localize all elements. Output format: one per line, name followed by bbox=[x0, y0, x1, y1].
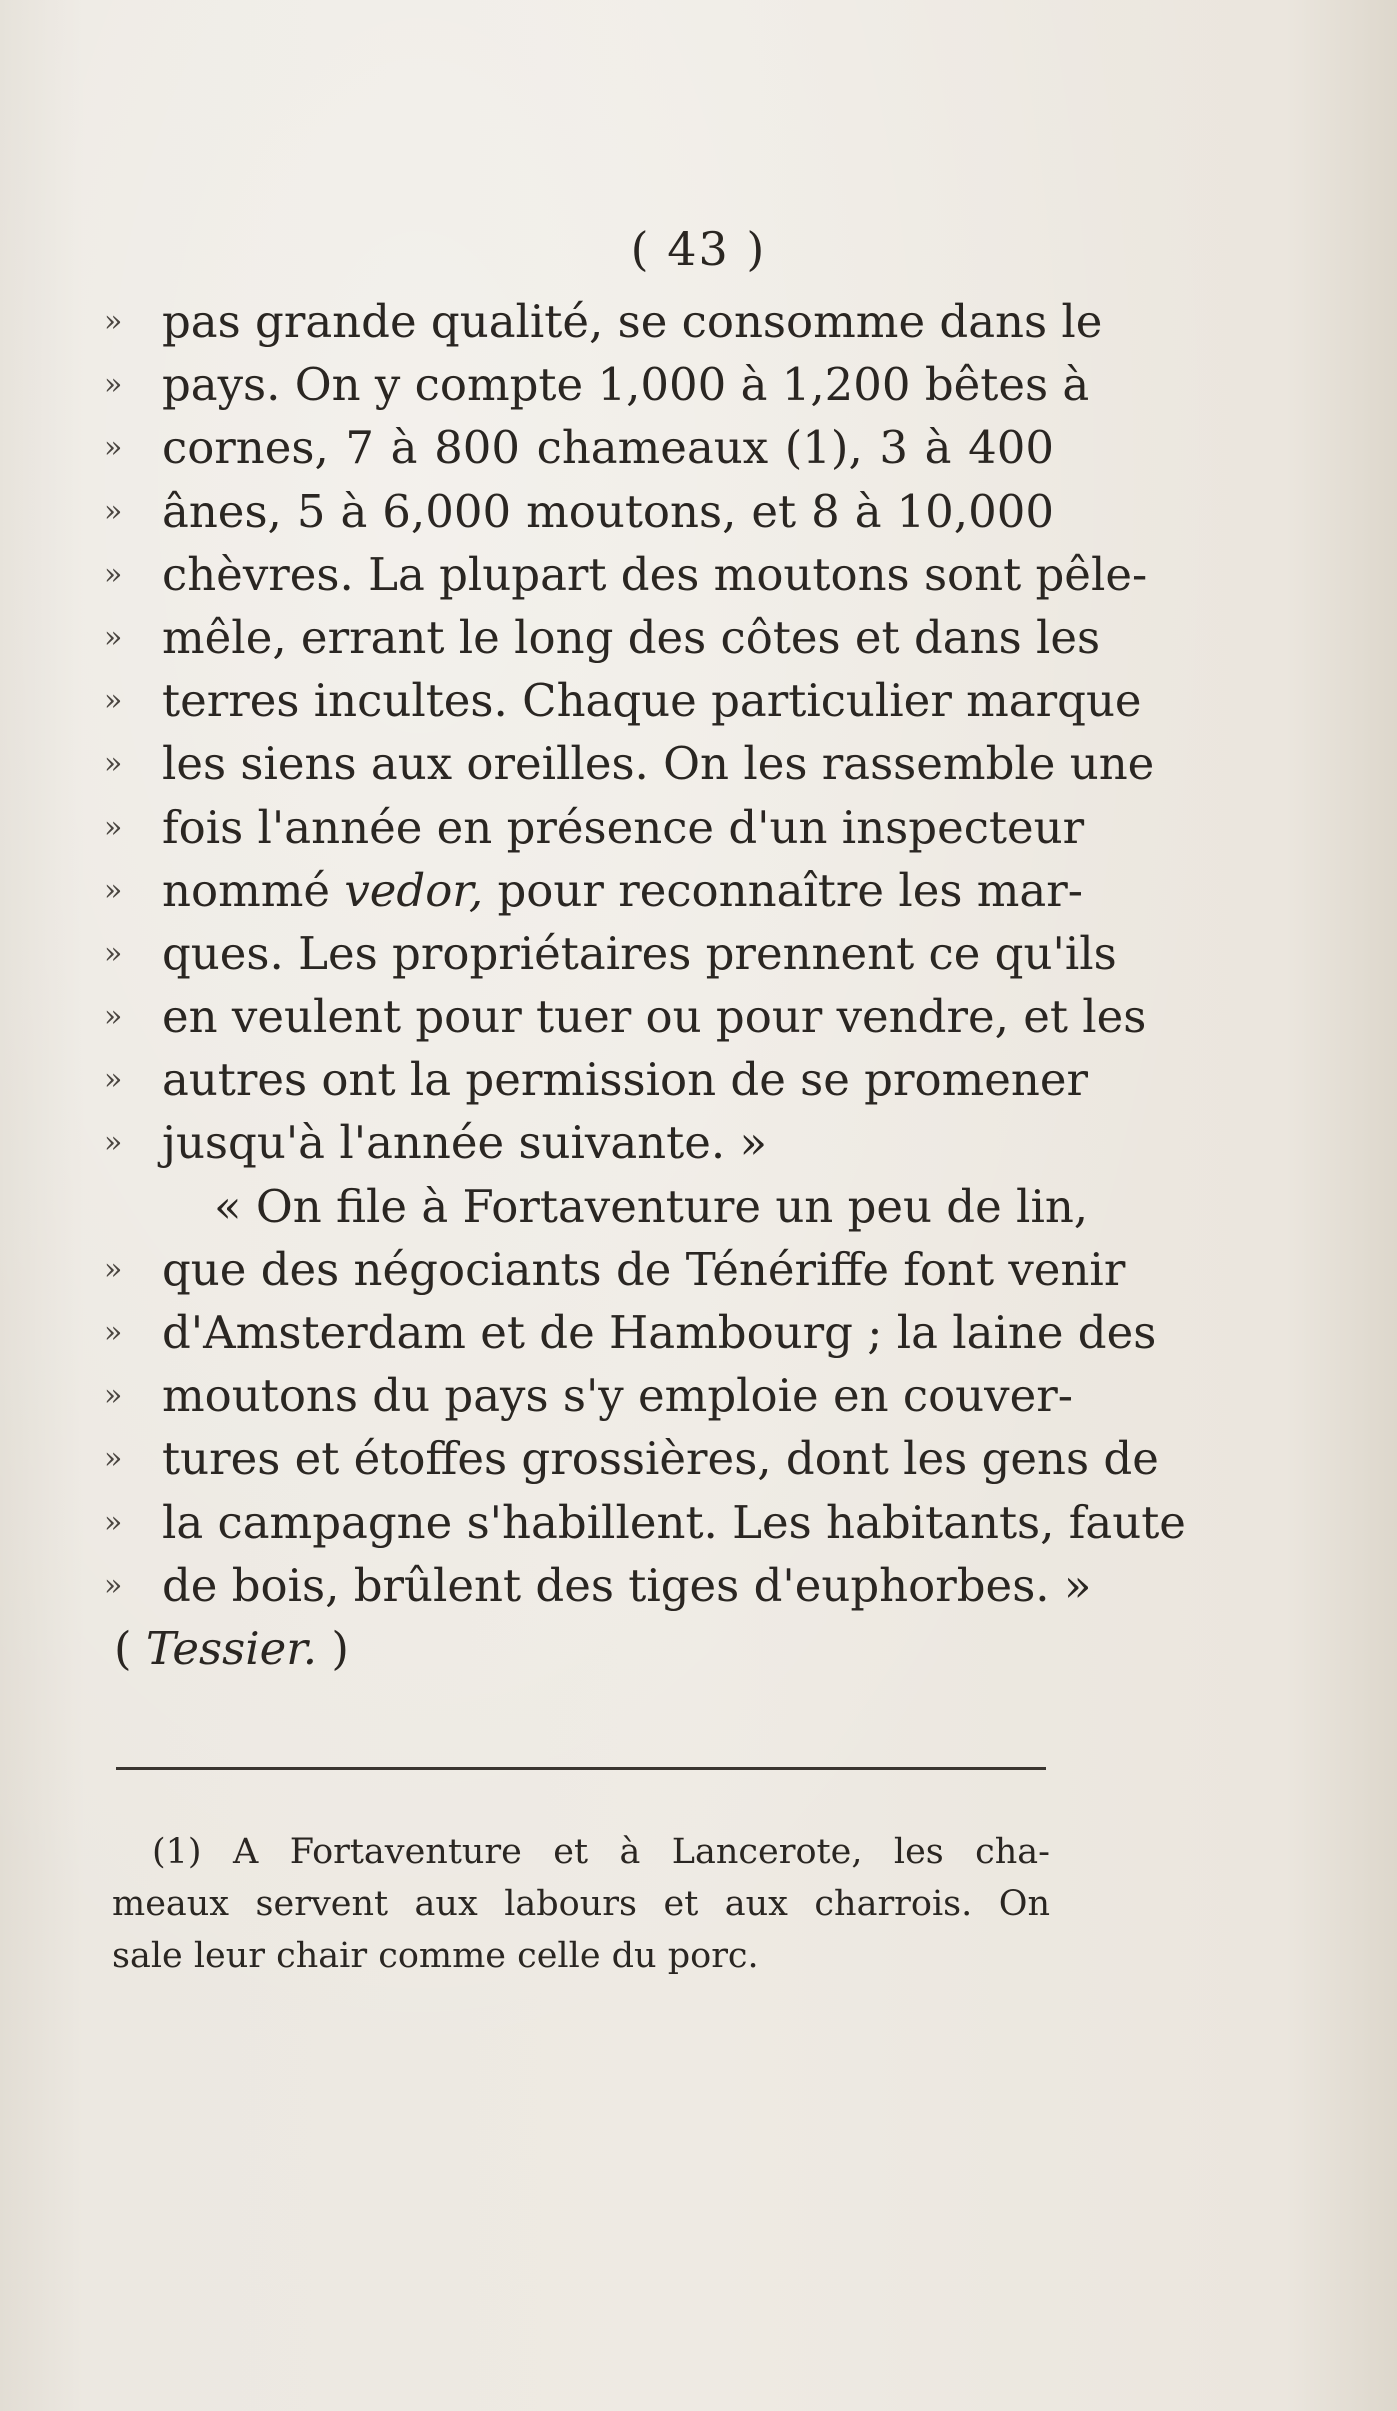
line-text: ânes, 5 à 6,000 moutons, et 8 à 10,000 bbox=[162, 484, 1054, 538]
quote-mark: » bbox=[104, 619, 123, 655]
page-number: ( 43 ) bbox=[630, 222, 767, 276]
line-text: cornes, 7 à 800 chameaux (1), 3 à 400 bbox=[162, 421, 1054, 475]
quote-mark: » bbox=[104, 1315, 123, 1350]
text-line bbox=[104, 1238, 1126, 1301]
footnote bbox=[112, 1826, 1050, 1982]
quote-mark: » bbox=[104, 1125, 123, 1161]
footnote-line: meaux servent aux labours et aux charrois. On bbox=[112, 1884, 1050, 1924]
quote-mark: » bbox=[104, 999, 123, 1035]
line-text: chèvres. La plupart des moutons sont pêle- bbox=[162, 547, 1148, 601]
line-text: moutons du pays s'y emploie en couver- bbox=[162, 1369, 1073, 1423]
line-text bbox=[162, 859, 1083, 922]
text-line bbox=[104, 543, 1148, 606]
quote-mark: » bbox=[104, 1441, 123, 1477]
text-line bbox=[104, 796, 1085, 859]
italic-term: vedor, bbox=[344, 863, 484, 917]
footnote-line: sale leur chair comme celle du porc. bbox=[112, 1936, 759, 1976]
line-text: fois l'année en présence d'un inspecteur bbox=[162, 800, 1085, 854]
line-text-post: pour reconnaître les mar- bbox=[483, 863, 1083, 917]
quote-mark: » bbox=[104, 1251, 123, 1287]
line-text: de bois, brûlent des tiges d'euphorbes. » bbox=[162, 1558, 1092, 1612]
footnote-rule bbox=[116, 1767, 1046, 1770]
quote-mark: » bbox=[104, 556, 123, 592]
quote-mark: » bbox=[104, 683, 123, 719]
quote-mark: » bbox=[104, 493, 123, 529]
text-line bbox=[104, 1427, 1159, 1490]
text-line bbox=[104, 606, 1101, 669]
line-text: que des négociants de Ténériffe font venir bbox=[162, 1242, 1126, 1296]
line-text: pays. On y compte 1,000 à 1,200 bêtes à bbox=[162, 358, 1090, 412]
line-text: pas grande qualité, se consomme dans le bbox=[162, 295, 1103, 348]
quote-mark: » bbox=[104, 367, 123, 403]
line-text: les siens aux oreilles. On les rassemble une bbox=[162, 737, 1155, 791]
text-line bbox=[104, 985, 1147, 1048]
line-text: d'Amsterdam et de Hambourg ; la laine des bbox=[162, 1306, 1157, 1359]
quote-mark: » bbox=[104, 1567, 123, 1603]
line-text: autres ont la permission de se promener bbox=[162, 1053, 1088, 1107]
line-text: la campagne s'habillent. Les habitants, faute bbox=[162, 1495, 1186, 1549]
text-line bbox=[104, 732, 1155, 795]
quote-mark: » bbox=[104, 1504, 123, 1540]
text-line bbox=[104, 1364, 1073, 1427]
attribution bbox=[114, 1617, 1054, 1680]
attribution-open: ( bbox=[114, 1621, 146, 1675]
text-line bbox=[104, 290, 1103, 353]
text-line bbox=[104, 480, 1054, 543]
text-line bbox=[104, 669, 1142, 732]
text-line bbox=[104, 922, 1117, 985]
line-text: en veulent pour tuer ou pour vendre, et les bbox=[162, 990, 1147, 1044]
footnote-line: (1) A Fortaventure et à Lancerote, les cha- bbox=[152, 1832, 1050, 1872]
quote-mark: » bbox=[104, 430, 123, 466]
line-text: jusqu'à l'année suivante. » bbox=[162, 1116, 767, 1170]
attribution-name: Tessier. bbox=[145, 1621, 318, 1675]
quote-mark: » bbox=[104, 304, 123, 339]
quote-mark: » bbox=[104, 935, 123, 971]
line-text-pre: nommé bbox=[162, 863, 345, 917]
quote-mark: » bbox=[104, 1062, 123, 1098]
quote-mark: » bbox=[104, 746, 123, 782]
line-text: mêle, errant le long des côtes et dans les bbox=[162, 610, 1101, 664]
text-line bbox=[104, 1111, 1054, 1174]
text-line bbox=[104, 1491, 1186, 1554]
attribution-close: ) bbox=[317, 1621, 349, 1675]
text-line bbox=[104, 1554, 1092, 1617]
line-text: ques. Les propriétaires prennent ce qu'ils bbox=[162, 926, 1117, 980]
text-line bbox=[104, 1175, 1089, 1238]
text-line bbox=[104, 353, 1090, 416]
quote-mark: » bbox=[104, 872, 123, 908]
line-text: « On file à Fortaventure un peu de lin, bbox=[214, 1179, 1089, 1233]
attribution-line bbox=[104, 1617, 1054, 1680]
quote-mark: » bbox=[104, 1378, 123, 1414]
quote-mark: » bbox=[104, 809, 123, 845]
body-text bbox=[104, 290, 1186, 1680]
line-text: tures et étoffes grossières, dont les gens de bbox=[162, 1432, 1159, 1486]
text-line bbox=[104, 416, 1054, 479]
text-line bbox=[104, 1048, 1088, 1111]
line-text: terres incultes. Chaque particulier marque bbox=[162, 674, 1142, 728]
text-line bbox=[104, 859, 1083, 922]
text-line bbox=[104, 1301, 1157, 1364]
